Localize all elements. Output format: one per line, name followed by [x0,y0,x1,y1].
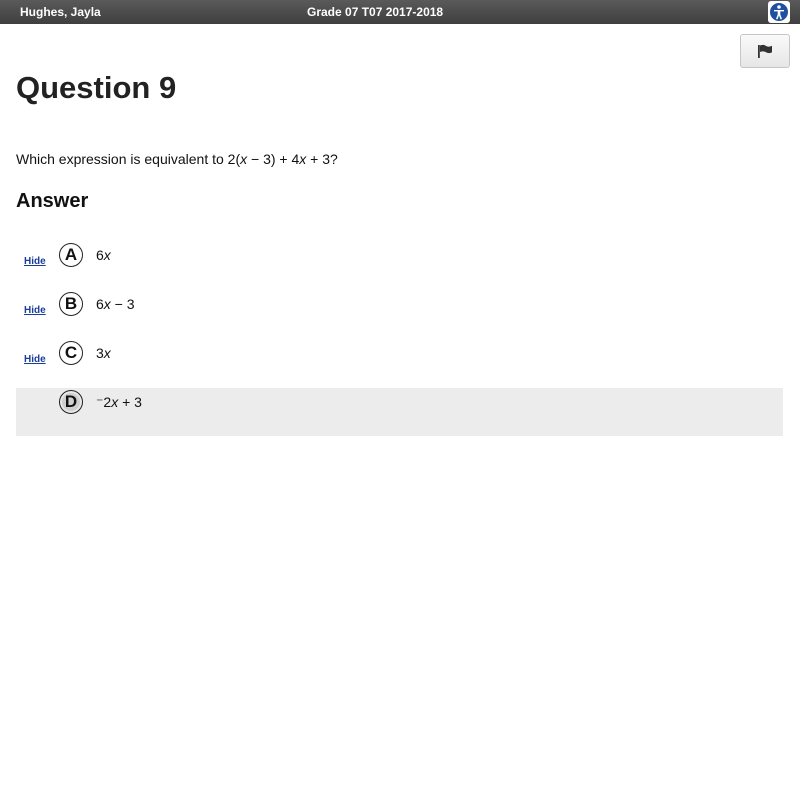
answer-choice-c[interactable] [16,339,783,387]
prompt-suffix: + 3? [306,151,338,167]
hide-link[interactable]: Hide [24,354,46,365]
hide-link[interactable]: Hide [24,256,46,267]
choice-coefficient: 6 [96,247,104,263]
choice-variable: x [103,296,111,312]
choice-variable: x [103,247,111,263]
choice-rest: − 3 [110,296,135,312]
choice-letter-b[interactable]: B [59,292,83,316]
choice-letter-d[interactable]: D [59,390,83,414]
flag-button[interactable] [740,34,790,68]
choice-coefficient: 3 [96,345,104,361]
prompt-variable: x [299,151,307,167]
answer-heading: Answer [16,190,89,212]
question-title: Question 9 [16,70,177,105]
choice-text [96,394,142,411]
hide-link[interactable]: Hide [24,305,46,316]
flag-icon [757,44,773,58]
prompt-middle: − 3) + 4 [247,151,300,167]
question-prompt [16,151,338,167]
choice-text [96,345,111,361]
student-name: Hughes, Jayla [20,5,101,19]
answer-choice-d[interactable] [16,388,783,436]
test-name: Grade 07 T07 2017-2018 [307,5,444,19]
choice-text [96,247,111,263]
answer-choice-b[interactable] [16,290,783,338]
prompt-prefix: Which expression is equivalent to 2( [16,151,241,167]
choice-letter-c[interactable]: C [59,341,83,365]
accessibility-button[interactable] [768,1,790,23]
choice-coefficient: ⁻2 [96,394,112,410]
choice-text [96,296,135,312]
choice-rest: + 3 [118,394,142,410]
answer-choice-a[interactable] [16,241,783,289]
choice-letter-a[interactable]: A [59,243,83,267]
choice-coefficient: 6 [96,296,104,312]
choice-variable: x [111,394,119,410]
top-bar [0,0,800,24]
accessibility-icon [769,2,789,22]
prompt-variable: x [240,151,248,167]
choice-variable: x [103,345,111,361]
